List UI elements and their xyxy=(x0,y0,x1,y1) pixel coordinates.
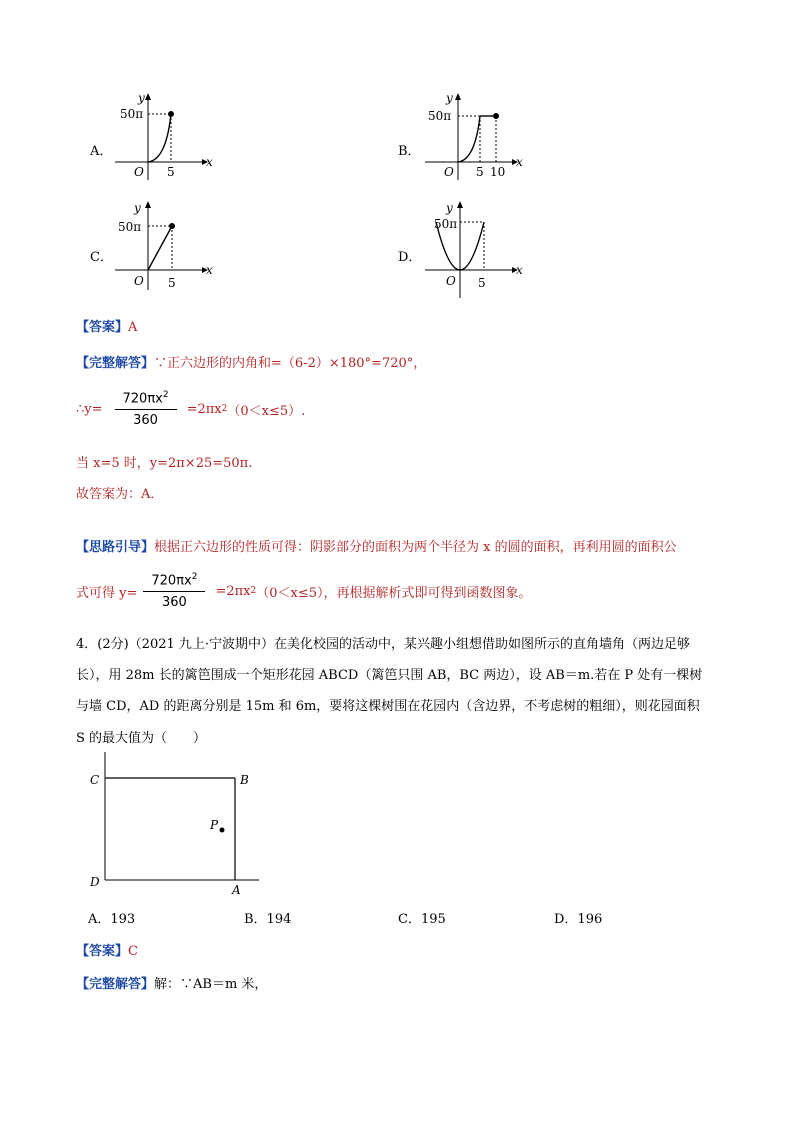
q4-option-a[interactable]: A．193 xyxy=(88,912,136,927)
line-segment xyxy=(148,226,172,270)
answer-value: C xyxy=(128,944,138,959)
q4-option-c[interactable]: C．195 xyxy=(398,912,446,927)
hint-prefix: 式可得 y= xyxy=(76,585,138,601)
x-axis-label: x xyxy=(516,155,523,169)
y-value-label: 50π xyxy=(120,107,144,121)
hint-fraction: $\frac{720\pi x^2}{360}$ xyxy=(143,572,205,610)
solution-text: 解：∵AB＝m 米， xyxy=(154,977,268,992)
origin-label: O xyxy=(134,165,144,179)
label-a: A xyxy=(232,883,241,897)
graph-b xyxy=(420,90,530,189)
option-c-label: C． xyxy=(90,250,113,265)
hint-text: 根据正六边形的性质可得：阴影部分的面积为两个半径为 x 的圆的面积，再利用圆的面积公 xyxy=(154,540,677,555)
label-d: D xyxy=(90,875,100,889)
x-tick-label-2: 10 xyxy=(490,165,506,179)
q3-solution-line xyxy=(76,352,426,371)
endpoint-dot xyxy=(493,113,499,119)
endpoint-dot xyxy=(168,111,174,117)
q4-solution-line xyxy=(76,973,267,992)
option-d-label: D． xyxy=(398,250,422,265)
formula-domain: （0＜x≤5）. xyxy=(227,403,306,419)
x-tick-label: 5 xyxy=(167,165,175,179)
x-tick-label-1: 5 xyxy=(476,165,484,179)
q4-stem-line1: 4．(2分)（2021 九上·宁波期中）在美化校园的活动中，某兴趣小组想借助如图所示的直角墙角（两边足够 xyxy=(76,637,691,652)
q3-answer-line xyxy=(76,316,137,335)
q3-when-line: 当 x=5 时，y=2π×25=50π. xyxy=(76,456,253,471)
hint-tag: 【思路引导】 xyxy=(76,540,155,555)
answer-tag: 【答案】 xyxy=(76,320,129,335)
curve xyxy=(148,114,171,162)
y-axis-label: y xyxy=(138,91,145,105)
y-axis-label: y xyxy=(134,201,141,215)
graph-a xyxy=(110,90,220,189)
q3-formula-line: ∴y= $\frac{720\pi x^2}{360}$ =2πx 2 （0＜x≤5）. xyxy=(76,390,306,429)
endpoint-dot xyxy=(169,223,175,229)
formula-result: =2πx xyxy=(186,401,222,417)
y-value-label: 50π xyxy=(118,220,142,234)
q4-stem-line2: 长），用 28m 长的篱笆围成一个矩形花园 ABCD（篱笆只围 AB，BC 两边），设 AB＝m.若在 P 处有一棵树 xyxy=(76,668,703,683)
x-axis-label: x xyxy=(206,263,213,277)
graph-d xyxy=(420,198,530,302)
y-value-label: 50π xyxy=(434,217,458,231)
option-b-label: B． xyxy=(398,144,421,159)
q4-option-b[interactable]: B．194 xyxy=(244,912,292,927)
x-axis-label: x xyxy=(516,263,523,277)
answer-tag: 【答案】 xyxy=(76,944,129,959)
q4-stem-line4: S 的最大值为（ ） xyxy=(76,731,207,746)
origin-label: O xyxy=(134,274,144,288)
curve xyxy=(458,116,480,162)
q4-stem-line3: 与墙 CD，AD 的距离分别是 15m 和 6m，要将这棵树围在花园内（含边界，不考虑树的粗细），则花园面积 xyxy=(76,699,700,714)
origin-label: O xyxy=(444,165,454,179)
answer-value: A xyxy=(128,320,138,335)
fraction: $\frac{720\pi x^2}{360}$ xyxy=(115,390,177,428)
option-a-label: A． xyxy=(90,144,113,159)
origin-label: O xyxy=(446,274,456,288)
x-tick-label: 5 xyxy=(478,276,486,290)
y-axis-label: y xyxy=(446,91,453,105)
tree-point xyxy=(220,828,225,833)
fraction-numerator: 720πx xyxy=(122,391,163,407)
q4-figure xyxy=(84,752,264,906)
q3-conclusion: 故答案为：A． xyxy=(76,487,164,502)
q3-hint-line1 xyxy=(76,536,677,555)
therefore-prefix: ∴y= xyxy=(76,401,103,417)
label-b: B xyxy=(240,773,249,787)
fraction-denominator: 360 xyxy=(133,413,158,429)
label-p: P xyxy=(210,818,219,832)
q4-option-d[interactable]: D．196 xyxy=(554,912,603,927)
solution-tag: 【完整解答】 xyxy=(76,977,155,992)
q3-hint-line2: 式可得 y= $\frac{720\pi x^2}{360}$ =2πx 2 （0＜x≤5），再根据解析式即可得到函数图象。 xyxy=(76,572,532,611)
y-value-label: 50π xyxy=(428,109,452,123)
x-tick-label: 5 xyxy=(168,276,176,290)
hint-suffix: （0＜x≤5），再根据解析式即可得到函数图象。 xyxy=(256,585,532,601)
graph-c xyxy=(110,198,220,297)
x-axis-label: x xyxy=(206,155,213,169)
q4-answer-line xyxy=(76,940,138,959)
label-c: C xyxy=(90,773,100,787)
solution-tag: 【完整解答】 xyxy=(76,356,155,371)
y-axis-label: y xyxy=(446,201,453,215)
solution-text: ∵正六边形的内角和=（6-2）×180°=720°， xyxy=(154,356,427,371)
